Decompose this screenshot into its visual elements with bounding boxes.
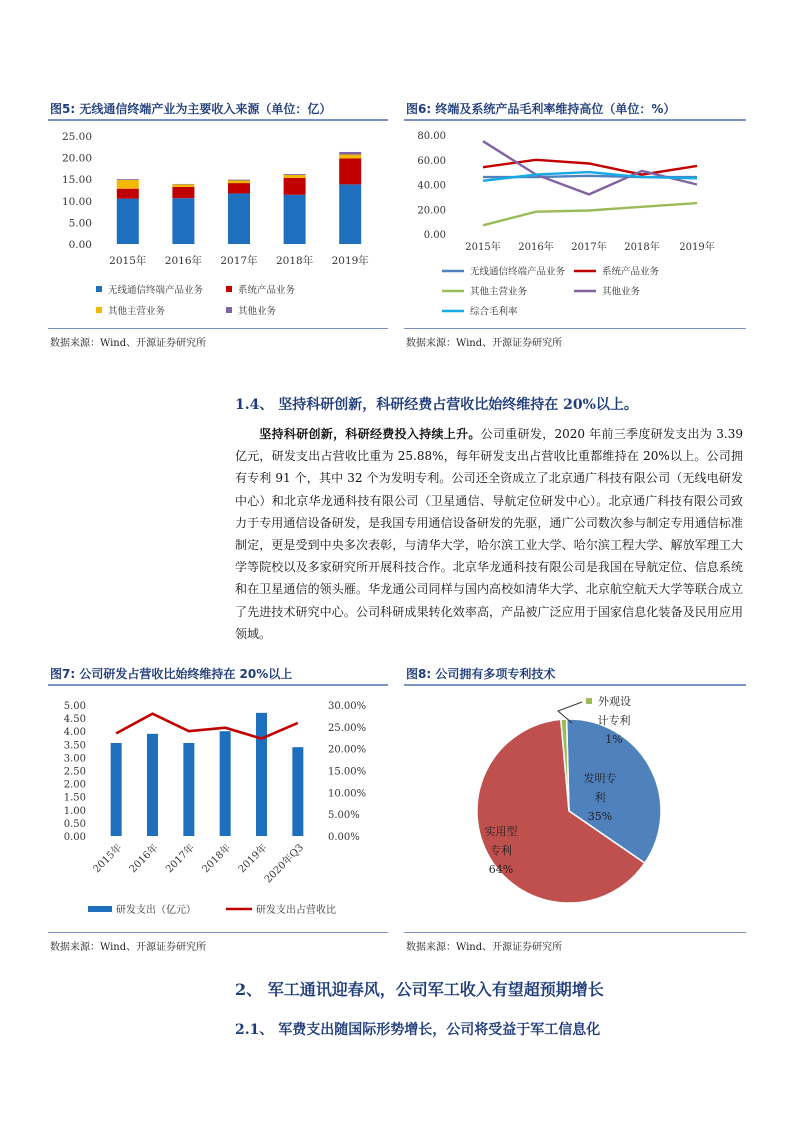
fig7-ratio-line xyxy=(116,714,298,739)
fig5-legend-label: 其他主营业务 xyxy=(108,306,166,317)
fig8-label-invention-line2: 利 xyxy=(594,791,606,804)
fig8-bottom-rule xyxy=(404,932,746,933)
fig5-legend-swatch xyxy=(226,307,232,313)
fig6-legend-label: 系统产品业务 xyxy=(602,266,660,278)
fig5-x-tick: 2016年 xyxy=(164,255,203,267)
fig5-bar-segment xyxy=(284,175,306,178)
fig7-y-right-tick: 0.00% xyxy=(328,832,360,843)
fig6-legend-label: 无线通信终端产品业务 xyxy=(470,266,566,278)
fig6-x-tick: 2019年 xyxy=(679,242,715,253)
fig7-legend-bar-label: 研发支出（亿元） xyxy=(116,905,196,916)
fig5-chart xyxy=(48,122,390,324)
fig5-x-tick: 2015年 xyxy=(109,255,147,267)
fig5-legend-swatch xyxy=(96,286,102,292)
fig5-y-tick: 25.00 xyxy=(61,131,92,143)
fig7-y-left-tick: 4.00 xyxy=(63,727,86,739)
fig6-x-tick: 2016年 xyxy=(518,242,554,253)
fig7-chart xyxy=(48,688,390,930)
fig6-title: 图6: 终端及系统产品毛利率维持高位（单位：%） xyxy=(406,102,676,116)
fig8-title-rule xyxy=(404,684,746,686)
fig7-title: 图7: 公司研发占营收比始终维持在 20%以上 xyxy=(50,667,293,681)
fig5-legend-label: 其他业务 xyxy=(238,306,277,317)
fig7-y-left-tick: 3.50 xyxy=(63,740,86,752)
fig8-label-utility-line2: 专利 xyxy=(490,844,512,857)
fig5-bar-segment xyxy=(284,195,306,244)
fig7-y-left-tick: 3.00 xyxy=(63,753,86,765)
fig6-y-tick: 60.00 xyxy=(417,155,446,167)
fig5-x-tick: 2018年 xyxy=(275,255,314,267)
fig7-legend-bar-swatch xyxy=(88,906,112,912)
fig7-bar xyxy=(183,743,194,836)
fig5-y-tick: 0.00 xyxy=(68,239,92,251)
fig5-y-tick: 15.00 xyxy=(61,174,92,187)
fig5-bar-segment xyxy=(117,180,139,189)
fig5-bar-segment xyxy=(228,193,250,244)
fig6-series-line xyxy=(483,141,697,194)
fig5-bottom-rule xyxy=(48,328,388,329)
fig7-bar xyxy=(256,713,267,836)
fig8-label-utility-line1: 实用型 xyxy=(484,825,518,838)
fig6-legend-label: 其他主营业务 xyxy=(470,286,528,298)
fig8-label-utility-pct: 64% xyxy=(488,863,514,876)
fig5-bar-segment xyxy=(172,184,194,187)
fig7-x-tick: 2016年 xyxy=(127,842,161,876)
fig6-x-tick: 2018年 xyxy=(624,242,660,253)
fig6-bottom-rule xyxy=(404,328,746,329)
fig6-y-tick: 0.00 xyxy=(423,230,446,241)
fig5-x-tick: 2017年 xyxy=(220,255,258,267)
fig7-y-left-tick: 1.50 xyxy=(63,792,86,804)
fig7-x-tick: 2018年 xyxy=(200,842,234,876)
fig7-legend-line-label: 研发支出占营收比 xyxy=(256,905,336,916)
fig7-y-left-tick: 2.50 xyxy=(63,766,86,778)
fig5-bar-segment xyxy=(228,180,250,181)
fig6-series-line xyxy=(483,203,697,225)
fig5-legend-label: 系统产品业务 xyxy=(238,285,296,296)
fig7-y-right-tick: 10.00% xyxy=(328,788,367,800)
fig8-label-design-line2: 计专利 xyxy=(597,714,631,727)
fig6-x-tick: 2017年 xyxy=(571,242,607,253)
fig5-bar-segment xyxy=(339,155,361,159)
fig7-bar xyxy=(220,731,231,836)
fig5-title-rule xyxy=(48,119,388,121)
fig5-bar-segment xyxy=(117,199,139,244)
fig7-y-right-tick: 15.00% xyxy=(328,766,367,778)
fig5-bar-segment xyxy=(339,152,361,155)
fig6-y-tick: 80.00 xyxy=(417,131,446,142)
fig7-y-left-tick: 5.00 xyxy=(63,701,86,712)
fig7-y-left-tick: 0.00 xyxy=(63,832,86,843)
section-1-4-paragraph xyxy=(235,423,743,645)
fig7-bar xyxy=(111,743,122,836)
fig7-y-left-tick: 2.00 xyxy=(63,779,86,791)
fig7-x-tick: 2019年 xyxy=(236,842,270,876)
fig5-bar-segment xyxy=(117,189,139,199)
section-2-1-heading: 2.1、 军费支出随国际形势增长，公司将受益于军工信息化 xyxy=(235,1022,601,1038)
fig7-x-tick: 2017年 xyxy=(164,842,197,876)
fig7-y-left-tick: 4.50 xyxy=(63,714,86,726)
fig8-design-swatch xyxy=(586,698,592,704)
fig8-label-invention-line1: 发明专 xyxy=(583,772,617,785)
fig7-y-left-tick: 1.00 xyxy=(63,805,86,817)
fig6-chart xyxy=(404,122,748,324)
fig5-legend-swatch xyxy=(226,286,232,292)
fig7-y-right-tick: 20.00% xyxy=(328,744,367,756)
fig8-chart xyxy=(404,688,748,930)
fig8-label-design-pct: 1% xyxy=(605,733,623,746)
fig5-y-tick: 20.00 xyxy=(61,152,92,165)
fig8-source: 数据来源：Wind、开源证券研究所 xyxy=(406,942,563,953)
fig5-bar-segment xyxy=(228,180,250,183)
fig5-y-tick: 10.00 xyxy=(61,195,92,208)
fig5-x-tick: 2019年 xyxy=(331,255,369,267)
fig6-legend-label: 综合毛利率 xyxy=(470,306,518,318)
fig5-bar-segment xyxy=(172,187,194,198)
paragraph-body: 公司重研发，2020 年前三季度研发支出为 3.39 亿元，研发支出占营收比重为 25.88%，每年研发支出占营收比重都维持在 20%以上。公司拥有专利 91 个，其中 32 个为发明专利。公司还全资成立了北京通广科技有限公司（无线电研发中心）和北京华龙通科技有限公司（卫星通信、导航定位研发中心）。北京通广科技有限公司致力于专用通信设备研发，是我国专用通信设备研发的先驱，通广公司数次参与制定专用通信标准制定，更是受到中央多次表彰，与清华大学，哈尔滨工业大学、哈尔滨工程大学、解放军理工大学等院校以及多家研究所开展科技合作。北京华龙通科技有限公司是我国在导航定位、信息系统和在卫星通信的领头雁。华龙通公司同样与国内高校如清华大学、北京航空航天大学等联合成立了先进技术研究中心。公司科研成果转化效率高，产品被广泛应用于国家信息化装备及民用应用领域。 xyxy=(235,427,743,641)
fig6-x-tick: 2015年 xyxy=(465,242,501,253)
fig5-bar-segment xyxy=(172,198,194,244)
fig7-x-tick: 2020年Q3 xyxy=(262,842,306,886)
fig6-y-tick: 40.00 xyxy=(417,180,446,192)
section-1-4-heading: 1.4、 坚持科研创新，科研经费占营收比始终维持在 20%以上。 xyxy=(235,397,638,413)
section-2-heading: 2、 军工通讯迎春风，公司军工收入有望超预期增长 xyxy=(235,980,604,999)
fig5-legend-label: 无线通信终端产品业务 xyxy=(108,285,204,296)
fig5-bar-segment xyxy=(339,184,361,244)
fig5-bar-segment xyxy=(284,178,306,195)
fig6-source: 数据来源：Wind、开源证券研究所 xyxy=(406,338,563,349)
fig7-title-rule xyxy=(48,684,388,686)
fig6-legend-label: 其他业务 xyxy=(602,286,641,298)
fig8-label-design-line1: 外观设 xyxy=(598,695,631,708)
fig7-y-right-tick: 30.00% xyxy=(328,701,367,712)
fig5-bar-segment xyxy=(284,174,306,175)
fig8-title: 图8: 公司拥有多项专利技术 xyxy=(406,667,556,681)
fig7-bar xyxy=(292,747,303,836)
fig6-title-rule xyxy=(404,119,746,121)
fig7-y-right-tick: 25.00% xyxy=(328,722,367,734)
fig5-title: 图5: 无线通信终端产业为主要收入来源（单位：亿） xyxy=(50,102,332,116)
fig7-bar xyxy=(147,734,158,836)
fig5-legend-swatch xyxy=(96,307,102,313)
fig5-bar-segment xyxy=(117,179,139,180)
fig7-y-right-tick: 5.00% xyxy=(328,810,360,822)
fig7-y-left-tick: 0.50 xyxy=(63,818,86,830)
fig7-bottom-rule xyxy=(48,932,388,933)
fig7-x-tick: 2015年 xyxy=(91,842,125,876)
fig5-bar-segment xyxy=(339,158,361,184)
fig8-label-invention-pct: 35% xyxy=(587,810,613,823)
fig5-bar-segment xyxy=(228,183,250,193)
paragraph-lead: 坚持科研创新，科研经费投入持续上升。 xyxy=(259,427,481,441)
fig5-source: 数据来源：Wind、开源证券研究所 xyxy=(50,338,207,349)
fig5-y-tick: 5.00 xyxy=(68,217,92,230)
fig6-y-tick: 20.00 xyxy=(417,205,446,217)
fig7-source: 数据来源：Wind、开源证券研究所 xyxy=(50,942,207,953)
